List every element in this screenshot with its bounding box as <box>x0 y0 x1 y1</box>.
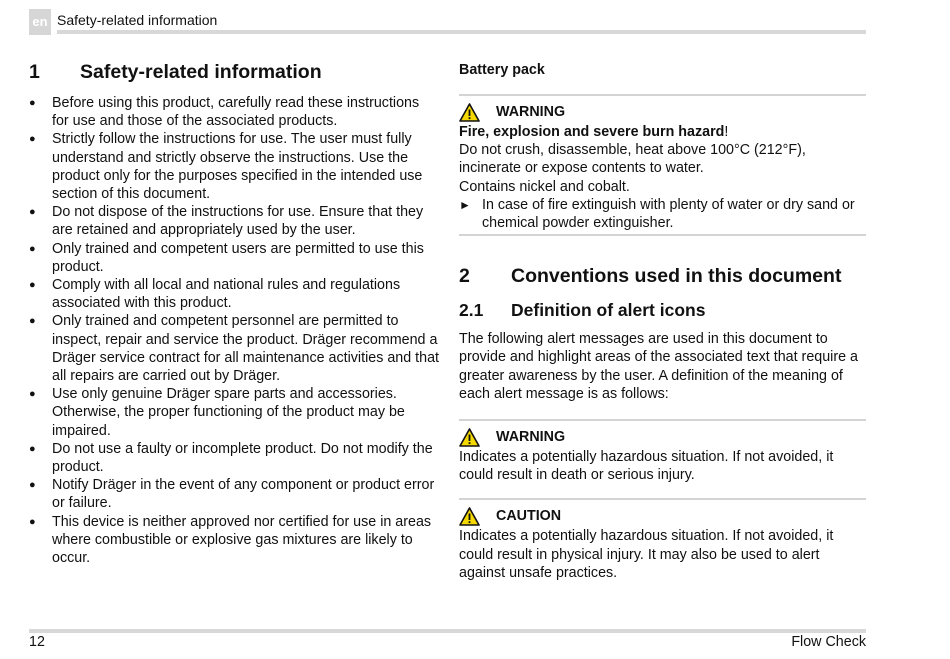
list-item: ● Use only genuine Dräger spare parts and accessories. Otherwise, the proper functioning of the product may be impaired. <box>29 385 439 440</box>
page-header <box>29 9 866 35</box>
header-rule <box>57 30 866 34</box>
list-item: ● Strictly follow the instructions for use. The user must fully understand and strictly observe the instructions. Use the product only for the purposes specified in the intended use section of this document. <box>29 130 439 203</box>
section-title: Conventions used in this document <box>511 265 842 288</box>
section-title: Safety-related information <box>80 61 322 83</box>
hazard-bold: Fire, explosion and severe burn hazard <box>459 124 725 140</box>
alert-title <box>459 426 866 448</box>
action-item <box>459 196 866 232</box>
battery-warning-box <box>459 94 866 236</box>
subsection-number: 2.1 <box>459 300 484 321</box>
list-item: ● Notify Dräger in the event of any component or product error or failure. <box>29 476 439 512</box>
subsection-title: Definition of alert icons <box>511 300 706 321</box>
battery-line-1: Do not crush, disassemble, heat above 100°C (212°F), incinerate or expose contents to water. <box>459 142 806 177</box>
warning-definition-text: Indicates a potentially hazardous situation. If not avoided, it could result in death or serious injury. <box>459 449 834 484</box>
hazard-punct: ! <box>724 124 729 140</box>
alert-title <box>459 505 866 527</box>
caution-definition-box <box>459 500 866 582</box>
section-1-heading <box>29 60 439 88</box>
section-2-1-heading <box>459 299 866 321</box>
list-item: ● Before using this product, carefully read these instructions for use and those of the associated products. <box>29 94 439 130</box>
list-item: ● This device is neither approved nor certified for use in areas where combustible or explosive gas mixtures are likely to occur. <box>29 513 439 568</box>
battery-line-2: Contains nickel and cobalt. <box>459 178 630 195</box>
section-number: 1 <box>29 61 40 83</box>
warning-triangle-icon <box>459 507 480 526</box>
hazard-line <box>459 123 866 141</box>
section-2-heading <box>459 264 866 288</box>
footer-rule <box>29 629 866 633</box>
warning-triangle-icon <box>459 428 480 447</box>
left-column <box>29 60 439 567</box>
alert-intro-paragraph: The following alert messages are used in this document to provide and highlight areas of the associated text that require a greater awareness by the user. A definition of the meaning of each alert message is as follows: <box>459 331 858 402</box>
action-text: In case of fire extinguish with plenty of water or dry sand or chemical powder extinguisher. <box>482 196 855 232</box>
right-column <box>459 60 866 582</box>
action-arrow-icon: ► <box>459 197 471 212</box>
list-item: ● Only trained and competent users are permitted to use this product. <box>29 240 439 276</box>
language-badge: en <box>29 9 51 35</box>
safety-bullet-list <box>29 94 439 567</box>
warning-definition-box <box>459 419 866 500</box>
battery-pack-heading: Battery pack <box>459 62 545 78</box>
warning-label: WARNING <box>496 104 566 120</box>
list-item: ● Do not dispose of the instructions for use. Ensure that they are retained and appropriately used by the user. <box>29 203 439 239</box>
product-name: Flow Check <box>791 634 866 650</box>
list-item: ● Do not use a faulty or incomplete product. Do not modify the product. <box>29 440 439 476</box>
warning-label: WARNING <box>496 429 566 446</box>
header-title: Safety-related information <box>57 12 218 28</box>
caution-definition-text: Indicates a potentially hazardous situation. If not avoided, it could result in physical injury. It may also be used to alert against unsafe practices. <box>459 528 834 581</box>
page-number: 12 <box>29 634 45 650</box>
list-item: ● Only trained and competent personnel are permitted to inspect, repair and service the product. Dräger recommend a Dräger service contract for all maintenance activities and that all repairs are carried out by Dräger. <box>29 312 439 385</box>
warning-triangle-icon <box>459 103 480 122</box>
section-number: 2 <box>459 265 470 288</box>
list-item: ● Comply with all local and national rules and regulations associated with this product. <box>29 276 439 312</box>
alert-title <box>459 101 866 123</box>
caution-label: CAUTION <box>496 508 562 525</box>
